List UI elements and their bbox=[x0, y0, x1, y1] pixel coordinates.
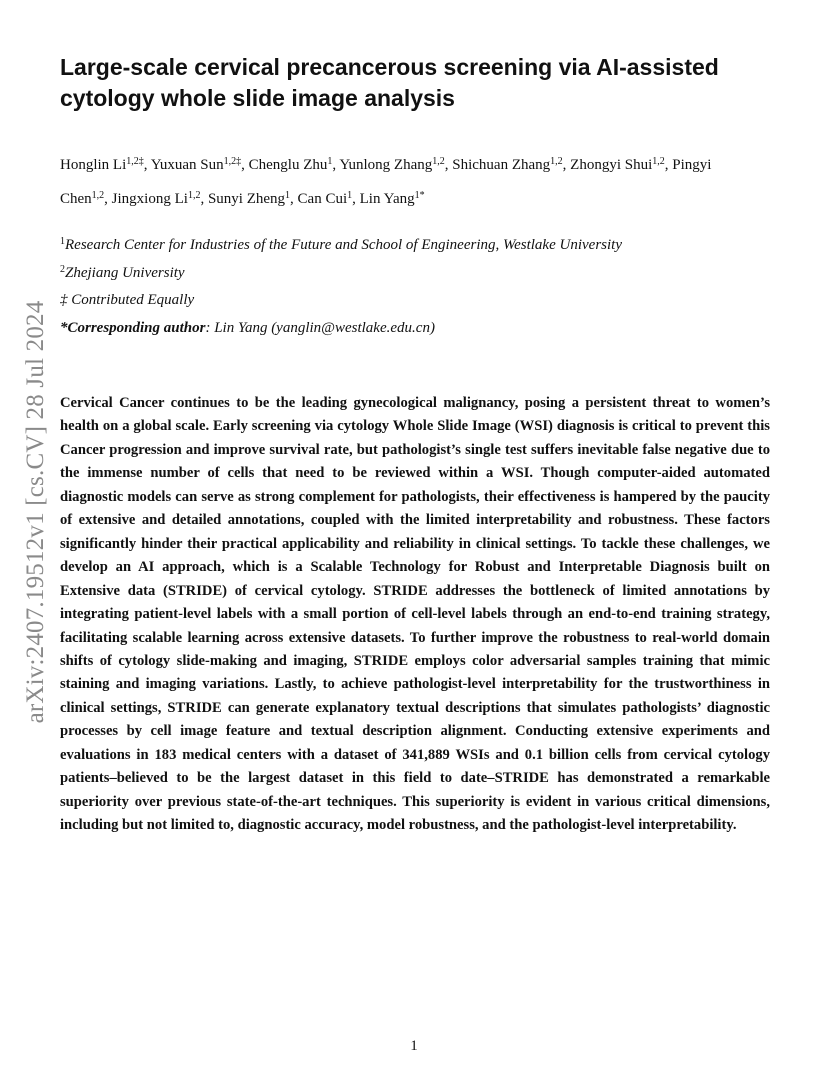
author: Zhongyi Shui$^{1,2}$, bbox=[570, 156, 673, 173]
author-affiliation-mark: 1 bbox=[285, 190, 291, 201]
author-name: Can Cui bbox=[297, 191, 348, 207]
author: Shichuan Zhang$^{1,2}$, bbox=[452, 156, 571, 173]
corresponding-author-contact: : Lin Yang (yanglin@westlake.edu.cn) bbox=[205, 319, 435, 336]
affiliation-1-mark: 1 bbox=[60, 236, 65, 247]
author-line-2 bbox=[60, 182, 776, 216]
author bbox=[672, 157, 711, 173]
author-name: Yunlong Zhang bbox=[339, 157, 433, 173]
author: Sunyi Zheng$^1$, bbox=[207, 190, 298, 207]
corresponding-author bbox=[60, 315, 776, 343]
author: Yunlong Zhang$^{1,2}$, bbox=[339, 156, 453, 173]
affiliation-2 bbox=[60, 260, 776, 288]
affiliations bbox=[60, 232, 776, 342]
paper-title: Large-scale cervical precancerous screening via AI-assisted cytology whole slide image analysis bbox=[60, 54, 719, 111]
author-affiliation-mark: 1,2 bbox=[550, 156, 563, 167]
author: Honglin $Li^{1,2\ddagger}$, bbox=[60, 156, 151, 173]
author: Chen$^{1,2}$, bbox=[60, 190, 112, 207]
author-name: Honglin Li bbox=[60, 157, 127, 173]
author-affiliation-mark: 1 bbox=[347, 190, 353, 201]
author-affiliation-mark: 1,2‡ bbox=[126, 156, 144, 167]
author-list bbox=[60, 148, 776, 216]
arxiv-identifier: arXiv:2407.19512v1 [cs.CV] 28 Jul 2024 bbox=[22, 300, 49, 724]
author-name: Lin Yang bbox=[359, 191, 415, 207]
author: Chenglu Zhu$^1$, bbox=[248, 156, 340, 173]
author-name: Shichuan Zhang bbox=[452, 157, 551, 173]
author-name: Sunyi Zheng bbox=[207, 191, 286, 207]
corresponding-author-label: *Corresponding author bbox=[60, 319, 206, 336]
author-affiliation-mark: 1,2 bbox=[187, 190, 201, 201]
author: Can Cui$^1$, bbox=[297, 190, 360, 207]
author: Yuxuan Sun$^{1,2\ddagger}$, bbox=[150, 156, 249, 173]
affiliation-1 bbox=[60, 232, 776, 260]
author-name: Zhongyi Shui bbox=[570, 157, 653, 173]
affiliation-2-mark: 2 bbox=[60, 263, 65, 275]
author-name: Jingxiong Li bbox=[111, 191, 188, 207]
author-name: Pingyi bbox=[672, 157, 712, 173]
author-affiliation-mark: 1,2 bbox=[652, 156, 665, 167]
author-affiliation-mark: 1,2 bbox=[91, 190, 105, 201]
author: Jingxiong Li$^{1,2}$, bbox=[111, 190, 208, 207]
author-affiliation-mark: 1 bbox=[327, 156, 333, 167]
author-line-1 bbox=[60, 148, 776, 182]
page-number: 1 bbox=[410, 1038, 418, 1054]
affiliation-1-text: Research Center for Industries of the Future and School of Engineering, Westlake University bbox=[65, 237, 622, 253]
author-name: Chenglu Zhu bbox=[248, 157, 328, 173]
author bbox=[360, 191, 425, 207]
equal-contribution-note: ‡ Contributed Equally bbox=[60, 292, 195, 308]
author-name: Yuxuan Sun bbox=[150, 157, 224, 173]
affiliation-2-text: Zhejiang University bbox=[65, 264, 185, 281]
author-name: Chen bbox=[60, 191, 92, 207]
author-affiliation-mark: 1,2‡ bbox=[223, 156, 242, 167]
author-affiliation-mark: 1* bbox=[414, 190, 425, 201]
abstract-text: Cervical Cancer continues to be the leading gynecological malignancy, posing a persistent threat to women’s health on a global scale. Early screening via cytology Whole Slide Image (WSI) diagnosis is critical to prevent this Cancer progression and improve survival rate, but pathologist’s single test suffers inevitable false negative due to the immense number of cells that need to be reviewed within a WSI. Though computer-aided automated diagnostic models can serve as strong complement for pathologists, their effectiveness is hampered by the paucity of extensive and detailed annotations, coupled with the limited interpretability and robustness. These factors significantly hinder their practical applicability and reliability in clinical settings. To tackle these challenges, we develop an AI approach, which is a Scalable Technology for Robust and Interpretable Diagnosis built on Extensive data (STRIDE) of cervical cytology. STRIDE addresses the bottleneck of limited annotations by integrating patient-level labels with a small portion of cell-level labels through an end-to-end training strategy, facilitating scalable learning across extensive datasets. To further improve the robustness to real-world domain shifts of cytology slide-making and imaging, STRIDE employs color adversarial samples training that mimic staining and imaging variations. Lastly, to achieve pathologist-level interpretability for the trustworthiness in clinical settings, STRIDE can generate explanatory textual descriptions that simulates pathologists’ diagnostic processes by cell image feature and textual description alignment. Conducting extensive experiments and evaluations in 183 medical centers with a dataset of 341,889 WSIs and 0.1 billion cells from cervical cytology patients–believed to be the largest dataset in this field to date–STRIDE has demonstrated a remarkable superiority over previous state-of-the-art techniques. This superiority is evident in various critical dimensions, including but not limited to, diagnostic accuracy, model robustness, and the pathologist-level interpretability. bbox=[60, 395, 770, 834]
author-affiliation-mark: 1,2 bbox=[432, 156, 445, 167]
